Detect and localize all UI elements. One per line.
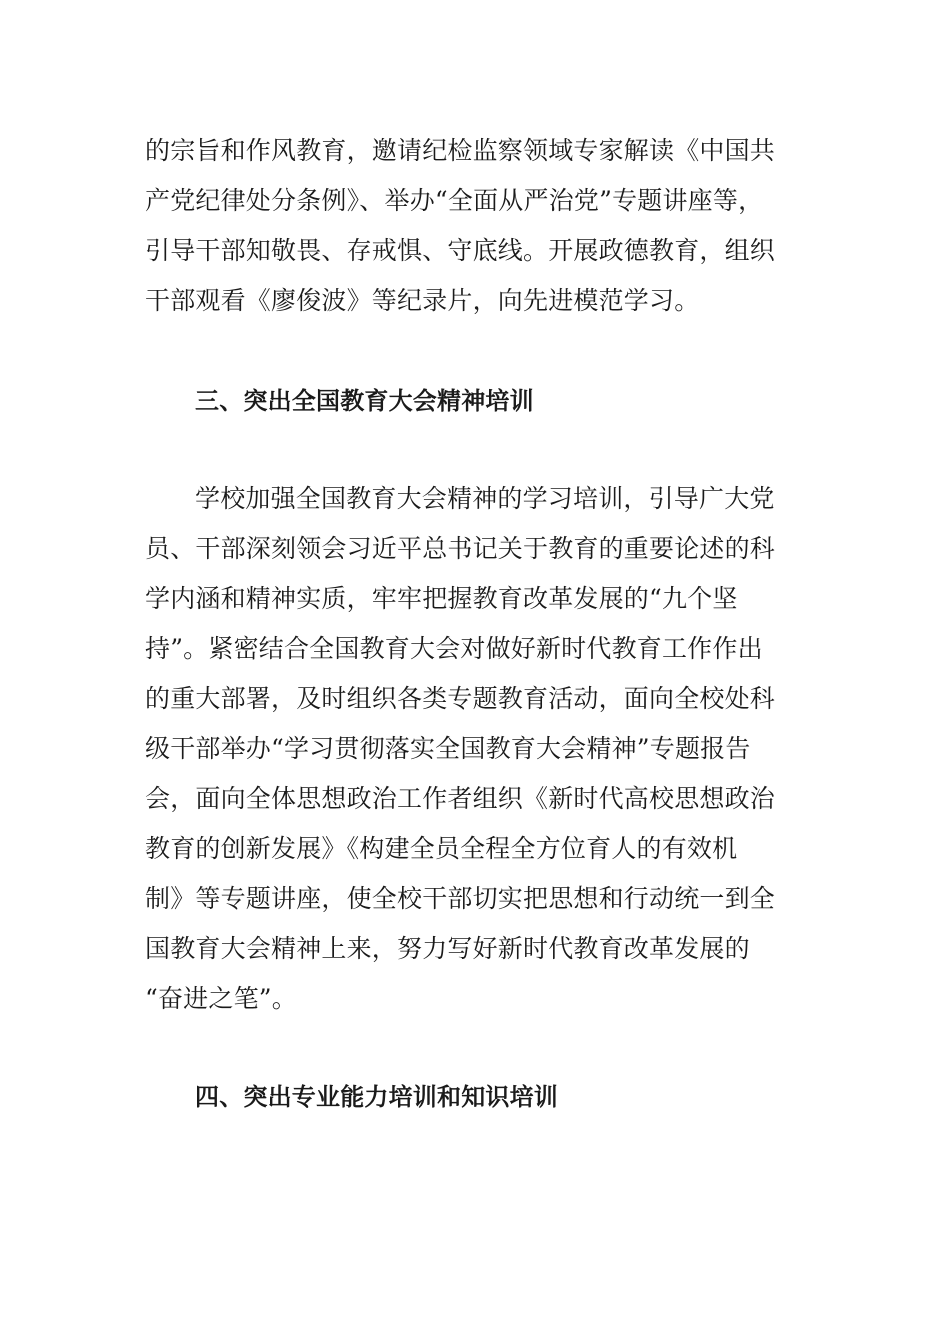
- paragraph-line: 级干部举办“学习贯彻落实全国教育大会精神”专题报告: [145, 734, 751, 763]
- paragraph-line: 的宗旨和作风教育，邀请纪检监察领域专家解读《中国共: [145, 136, 776, 165]
- paragraph-education-conference: [145, 474, 805, 1024]
- section-heading-text: 四、突出专业能力培训和知识培训: [195, 1083, 558, 1111]
- paragraph-line: 产党纪律处分条例》、举办“全面从严治党”专题讲座等，: [145, 186, 764, 215]
- paragraph-line: 的重大部署，及时组织各类专题教育活动，面向全校处科: [145, 684, 776, 713]
- section-heading-3: [145, 376, 805, 426]
- paragraph-continued: [145, 126, 805, 326]
- paragraph-line: 会，面向全体思想政治工作者组织《新时代高校思想政治: [145, 784, 776, 813]
- section-heading-text: 三、突出全国教育大会精神培训: [195, 387, 534, 415]
- paragraph-line: 员、干部深刻领会习近平总书记关于教育的重要论述的科: [145, 534, 776, 563]
- paragraph-line: 制》等专题讲座，使全校干部切实把思想和行动统一到全: [145, 884, 776, 913]
- paragraph-line: 引导干部知敬畏、存戒惧、守底线。开展政德教育，组织: [145, 236, 776, 265]
- paragraph-line: 教育的创新发展》《构建全员全程全方位育人的有效机: [145, 834, 738, 863]
- paragraph-line: 干部观看《廖俊波》等纪录片，向先进模范学习。: [145, 286, 700, 315]
- section-heading-4: [145, 1072, 805, 1122]
- paragraph-line: “奋进之笔”。: [145, 984, 297, 1013]
- paragraph-line: 持”。紧密结合全国教育大会对做好新时代教育工作作出: [145, 634, 763, 663]
- paragraph-line: 国教育大会精神上来，努力写好新时代教育改革发展的: [145, 934, 750, 963]
- paragraph-line: 学校加强全国教育大会精神的学习培训，引导广大党: [195, 484, 775, 513]
- paragraph-line: 学内涵和精神实质，牢牢把握教育改革发展的“九个坚: [145, 584, 738, 613]
